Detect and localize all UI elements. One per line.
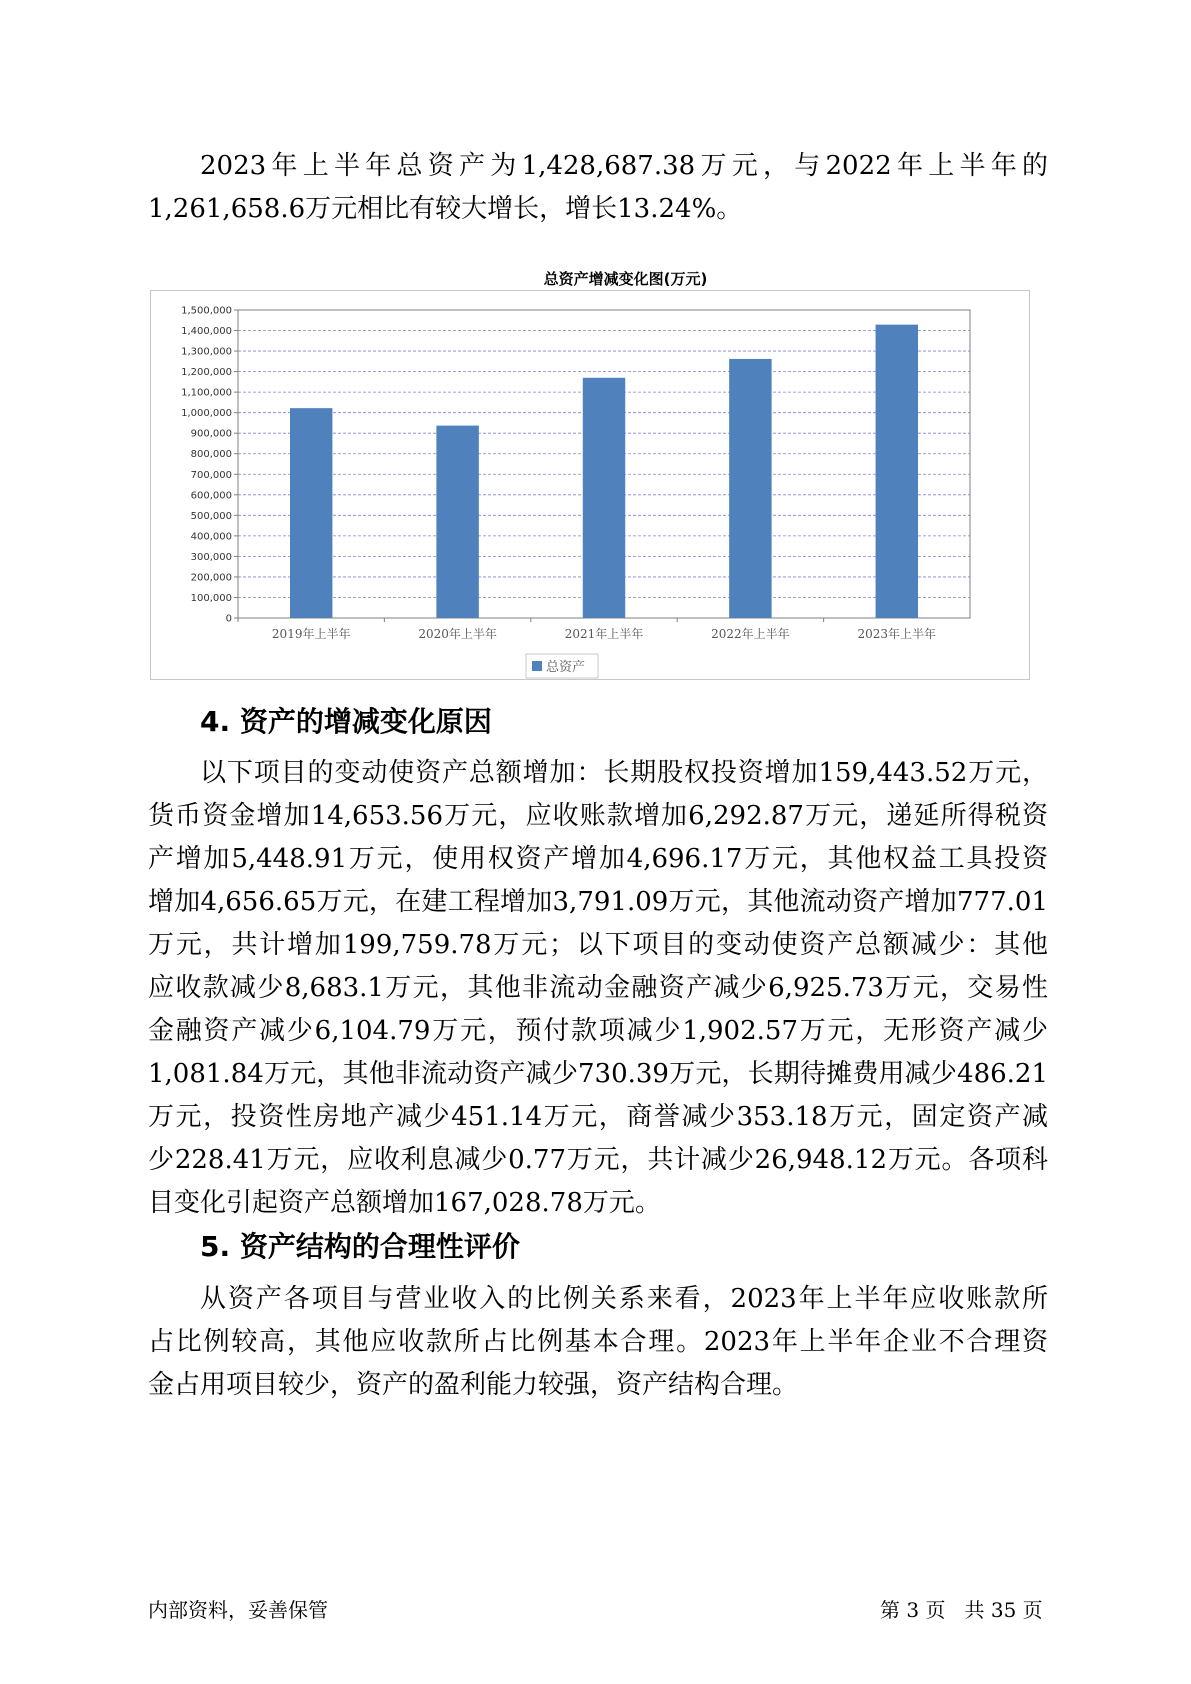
section-4-line: 增加4,656.65万元，在建工程增加3,791.09万元，其他流动资产增加777.01 <box>148 887 1048 917</box>
section-4-line: 万元，共计增加199,759.78万元；以下项目的变动使资产总额减少：其他 <box>148 930 1048 960</box>
section-4-line: 万元，投资性房地产减少451.14万元，商誉减少353.18万元，固定资产减 <box>148 1102 1048 1132</box>
y-tick-label: 800,000 <box>190 449 232 461</box>
y-tick-label: 1,300,000 <box>181 346 232 358</box>
y-tick-label: 600,000 <box>190 490 232 502</box>
y-tick-label: 100,000 <box>190 592 232 604</box>
x-tick-label: 2021年上半年 <box>564 627 644 641</box>
x-tick-label: 2022年上半年 <box>711 627 790 641</box>
y-tick-label: 1,500,000 <box>181 305 232 317</box>
bar <box>436 426 478 618</box>
y-tick-label: 0 <box>225 613 232 625</box>
y-tick-label: 200,000 <box>190 572 232 584</box>
y-tick-label: 300,000 <box>190 551 232 563</box>
intro-paragraph <box>148 145 1048 231</box>
section-4-line: 产增加5,448.91万元，使用权资产增加4,696.17万元，其他权益工具投资 <box>148 844 1048 874</box>
y-tick-label: 1,400,000 <box>181 326 232 338</box>
intro-line: 2023年上半年总资产为1,428,687.38万元，与2022年上半年的 <box>200 151 1048 181</box>
bar <box>290 408 332 618</box>
bar <box>876 325 918 618</box>
legend-swatch <box>532 661 542 671</box>
section-4-line: 少228.41万元，应收利息减少0.77万元，共计减少26,948.12万元。各项科 <box>148 1145 1048 1175</box>
section-4-line: 应收款减少8,683.1万元，其他非流动金融资产减少6,925.73万元，交易性 <box>148 973 1048 1003</box>
bar <box>583 378 625 618</box>
y-tick-label: 400,000 <box>190 531 232 543</box>
y-tick-label: 900,000 <box>190 428 232 440</box>
intro-line: 1,261,658.6万元相比有较大增长，增长13.24%。 <box>148 194 743 224</box>
bar <box>729 359 771 618</box>
y-tick-label: 1,100,000 <box>181 387 232 399</box>
section-4-line: 目变化引起资产总额增加167,028.78万元。 <box>148 1188 661 1218</box>
section-5-line: 从资产各项目与营业收入的比例关系来看，2023年上半年应收账款所 <box>200 1284 1048 1314</box>
footer-page-number: 第 3 页 共 35 页 <box>880 1598 1043 1622</box>
chart-title: 总资产增减变化图(万元) <box>543 270 708 288</box>
y-tick-label: 500,000 <box>190 510 232 522</box>
x-tick-label: 2023年上半年 <box>857 627 937 641</box>
section-4-line: 以下项目的变动使资产总额增加：长期股权投资增加159,443.52万元， <box>200 758 1048 788</box>
section-4-line: 金融资产减少6,104.79万元，预付款项减少1,902.57万元，无形资产减少 <box>148 1016 1048 1046</box>
footer-left: 内部资料，妥善保管 <box>148 1598 328 1622</box>
section-4-heading: 4. 资产的增减变化原因 <box>200 705 492 738</box>
y-tick-label: 700,000 <box>190 469 232 481</box>
section-4-line: 1,081.84万元，其他非流动资产减少730.39万元，长期待摊费用减少486.21 <box>148 1059 1048 1089</box>
x-tick-label: 2019年上半年 <box>271 627 351 641</box>
section-4-line: 货币资金增加14,653.56万元，应收账款增加6,292.87万元，递延所得税资 <box>148 801 1048 831</box>
section-5-paragraph <box>148 1278 1048 1407</box>
section-5-heading: 5. 资产结构的合理性评价 <box>200 1230 520 1263</box>
section-5-line: 金占用项目较少，资产的盈利能力较强，资产结构合理。 <box>148 1370 799 1400</box>
total-assets-bar-chart <box>150 290 1030 680</box>
x-tick-label: 2020年上半年 <box>418 627 497 641</box>
legend-label: 总资产 <box>546 660 586 675</box>
y-tick-label: 1,200,000 <box>181 367 232 379</box>
section-4-paragraph <box>148 752 1048 1225</box>
section-5-line: 占比例较高，其他应收款所占比例基本合理。2023年上半年企业不合理资 <box>148 1327 1048 1357</box>
y-tick-label: 1,000,000 <box>181 408 232 420</box>
